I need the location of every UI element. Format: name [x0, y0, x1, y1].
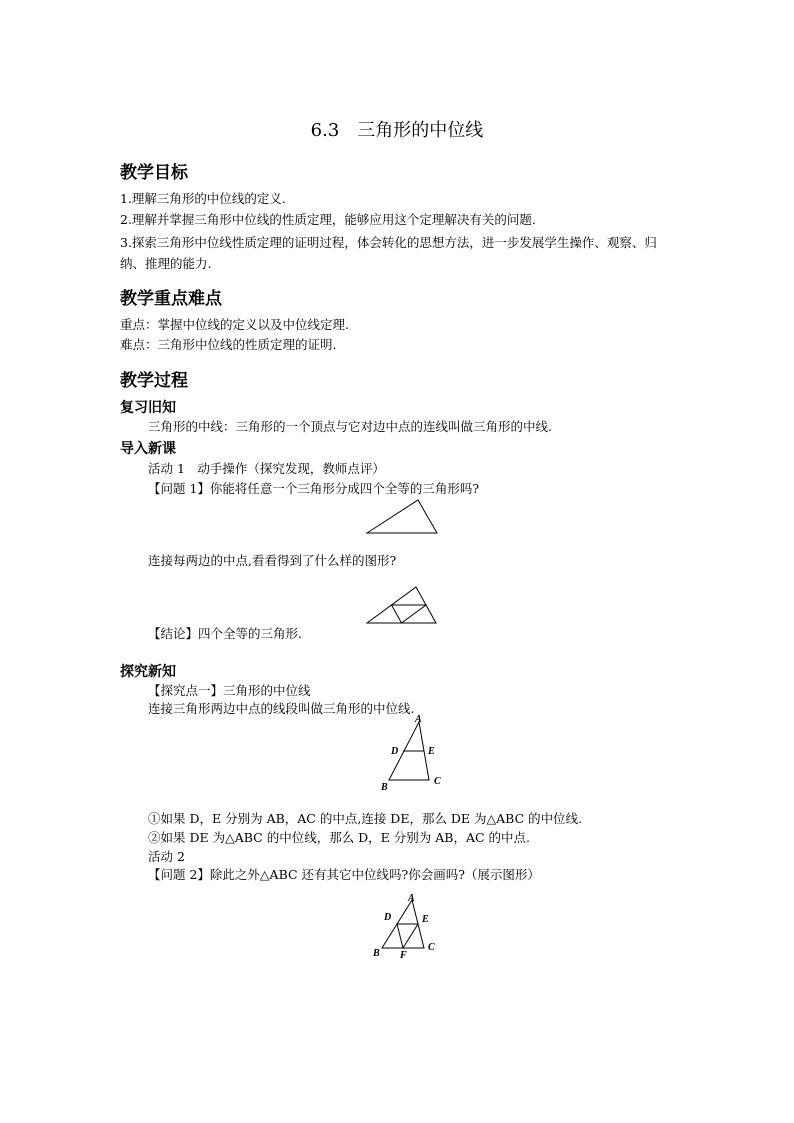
key-point-focus: 重点：掌握中位线的定义以及中位线定理.: [120, 317, 349, 332]
objective-item-1: 1.理解三角形的中位线的定义.: [120, 191, 286, 206]
triangle-figure-plain: [364, 497, 444, 537]
label-c: C: [434, 776, 441, 787]
label-b-2: B: [373, 948, 380, 959]
label-b: B: [381, 782, 388, 793]
review-text: 三角形的中线：三角形的一个顶点与它对边中点的连线叫做三角形的中线.: [148, 419, 552, 434]
key-point-difficulty: 难点：三角形中位线的性质定理的证明.: [120, 337, 337, 352]
label-e: E: [428, 746, 435, 757]
explore-point-1: 【探究点一】三角形的中位线: [148, 683, 311, 698]
connect-midpoints-prompt: 连接每两边的中点,看看得到了什么样的图形?: [148, 553, 397, 568]
label-c-2: C: [428, 942, 435, 953]
label-f-2: F: [400, 950, 407, 961]
objective-item-2: 2.理解并掌握三角形中位线的性质定理，能够应用这个定理解决有关的问题.: [120, 212, 536, 227]
triangle-shape: [367, 500, 437, 533]
statement-2: ②如果 DE 为△ABC 的中位线，那么 D，E 分别为 AB，AC 的中点.: [148, 830, 531, 845]
label-e-2: E: [422, 914, 429, 925]
label-d: D: [391, 746, 399, 757]
question-1: 【问题 1】你能将任意一个三角形分成四个全等的三角形吗?: [148, 481, 480, 496]
midline-definition: 连接三角形两边中点的线段叫做三角形的中位线.: [148, 701, 415, 716]
subheading-intro: 导入新课: [120, 441, 176, 457]
objective-item-3: 3.探索三角形中位线性质定理的证明过程，体会转化的思想方法，进一步发展学生操作、观察、归纳、推理的能力.: [120, 235, 657, 271]
midline-triangle-def: [397, 924, 418, 948]
section-heading-process: 教学过程: [120, 371, 188, 391]
statement-1: ①如果 D，E 分别为 AB，AC 的中点,连接 DE，那么 DE 为△ABC 的中位线.: [148, 811, 583, 826]
section-heading-objectives: 教学目标: [120, 163, 188, 183]
page-title: 6.3 三角形的中位线: [310, 120, 484, 141]
medial-triangle: [392, 605, 427, 623]
label-d-2: D: [384, 912, 392, 923]
label-a: A: [415, 714, 422, 725]
activity-1-label: 活动 1 动手操作（探究发现，教师点评）: [148, 461, 385, 476]
subheading-explore: 探究新知: [120, 664, 176, 680]
activity-2-label: 活动 2: [148, 849, 185, 864]
triangle-abc-midline-figure: [378, 714, 448, 796]
question-2: 【问题 2】除此之外△ABC 还有其它中位线吗?你会画吗?（展示图形）: [148, 867, 540, 882]
conclusion-text: 【结论】四个全等的三角形.: [148, 626, 302, 641]
section-heading-key-points: 教学重点难点: [120, 289, 222, 309]
subheading-review: 复习旧知: [120, 400, 176, 416]
label-a-2: A: [408, 893, 415, 904]
triangle-figure-midpoints: [364, 585, 444, 627]
triangle-three-midlines-figure: [370, 892, 442, 962]
